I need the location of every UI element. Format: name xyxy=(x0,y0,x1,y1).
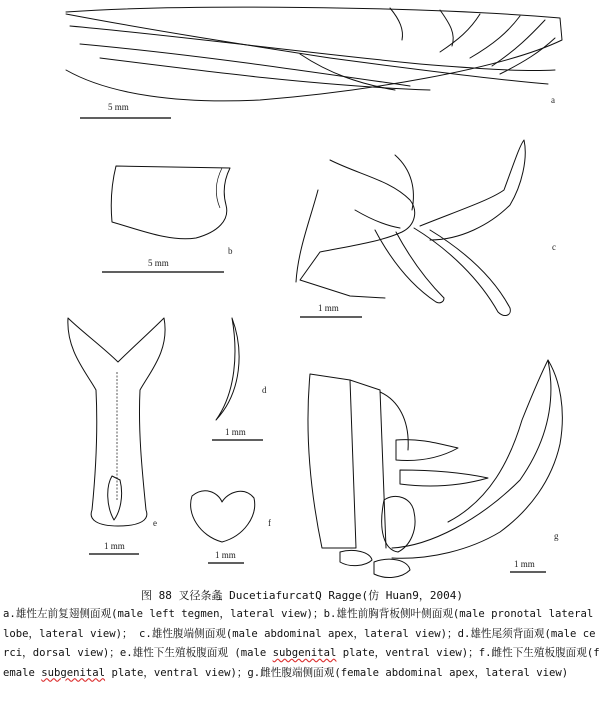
caption-part-1: a.雄性左前复翅侧面观(male left tegmen，lateral view)；b.雄性前胸背板侧叶侧面观(male pronotal lateral lobe，lateral view)； c.雄性腹端侧面观(male abdominal apex，lateral view)；d.雄性尾须背面观(male cerci，dorsal view)；e.雄性下生殖板腹面观 (male xyxy=(3,608,596,659)
panel-e-subgenital-plate xyxy=(68,318,165,526)
caption-part-2: plate，ventral view)；f.雌性下生殖板腹面观(female xyxy=(3,647,600,679)
panel-g-abdominal-apex xyxy=(308,360,562,577)
caption-part-3: plate，ventral view)；g.雌性腹端侧面观(female abdominal apex，lateral view) xyxy=(105,666,569,679)
panel-label-f: f xyxy=(268,518,271,528)
panel-label-e: e xyxy=(153,518,157,528)
panel-c-abdominal-apex xyxy=(296,140,525,315)
scale-label-e: 1 mm xyxy=(104,541,125,551)
figure-caption xyxy=(0,587,604,683)
scale-label-f: 1 mm xyxy=(215,550,236,560)
scale-label-d: 1 mm xyxy=(225,427,246,437)
panel-a-tegmen xyxy=(66,7,562,101)
scale-label-a: 5 mm xyxy=(108,102,129,112)
caption-term-subgenital: subgenital xyxy=(272,647,337,659)
panel-b-pronotal-lobe xyxy=(111,166,230,239)
panel-label-g: g xyxy=(554,531,559,541)
panel-label-a: a xyxy=(551,95,555,105)
caption-term-subgenital-female: subgenital xyxy=(41,666,106,679)
scale-label-b: 5 mm xyxy=(148,258,169,268)
caption-body xyxy=(0,605,604,683)
scale-label-c: 1 mm xyxy=(318,303,339,313)
panel-label-b: b xyxy=(228,246,233,256)
scale-label-g: 1 mm xyxy=(514,559,535,569)
caption-title: 图 88 叉径条螽 DucetiafurcatQ Ragge(仿 Huan9，2004) xyxy=(140,589,464,602)
panel-f-subgenital-plate xyxy=(191,491,255,542)
panel-d-cercus xyxy=(216,318,239,420)
panel-label-c: c xyxy=(552,242,556,252)
panel-label-d: d xyxy=(262,385,267,395)
